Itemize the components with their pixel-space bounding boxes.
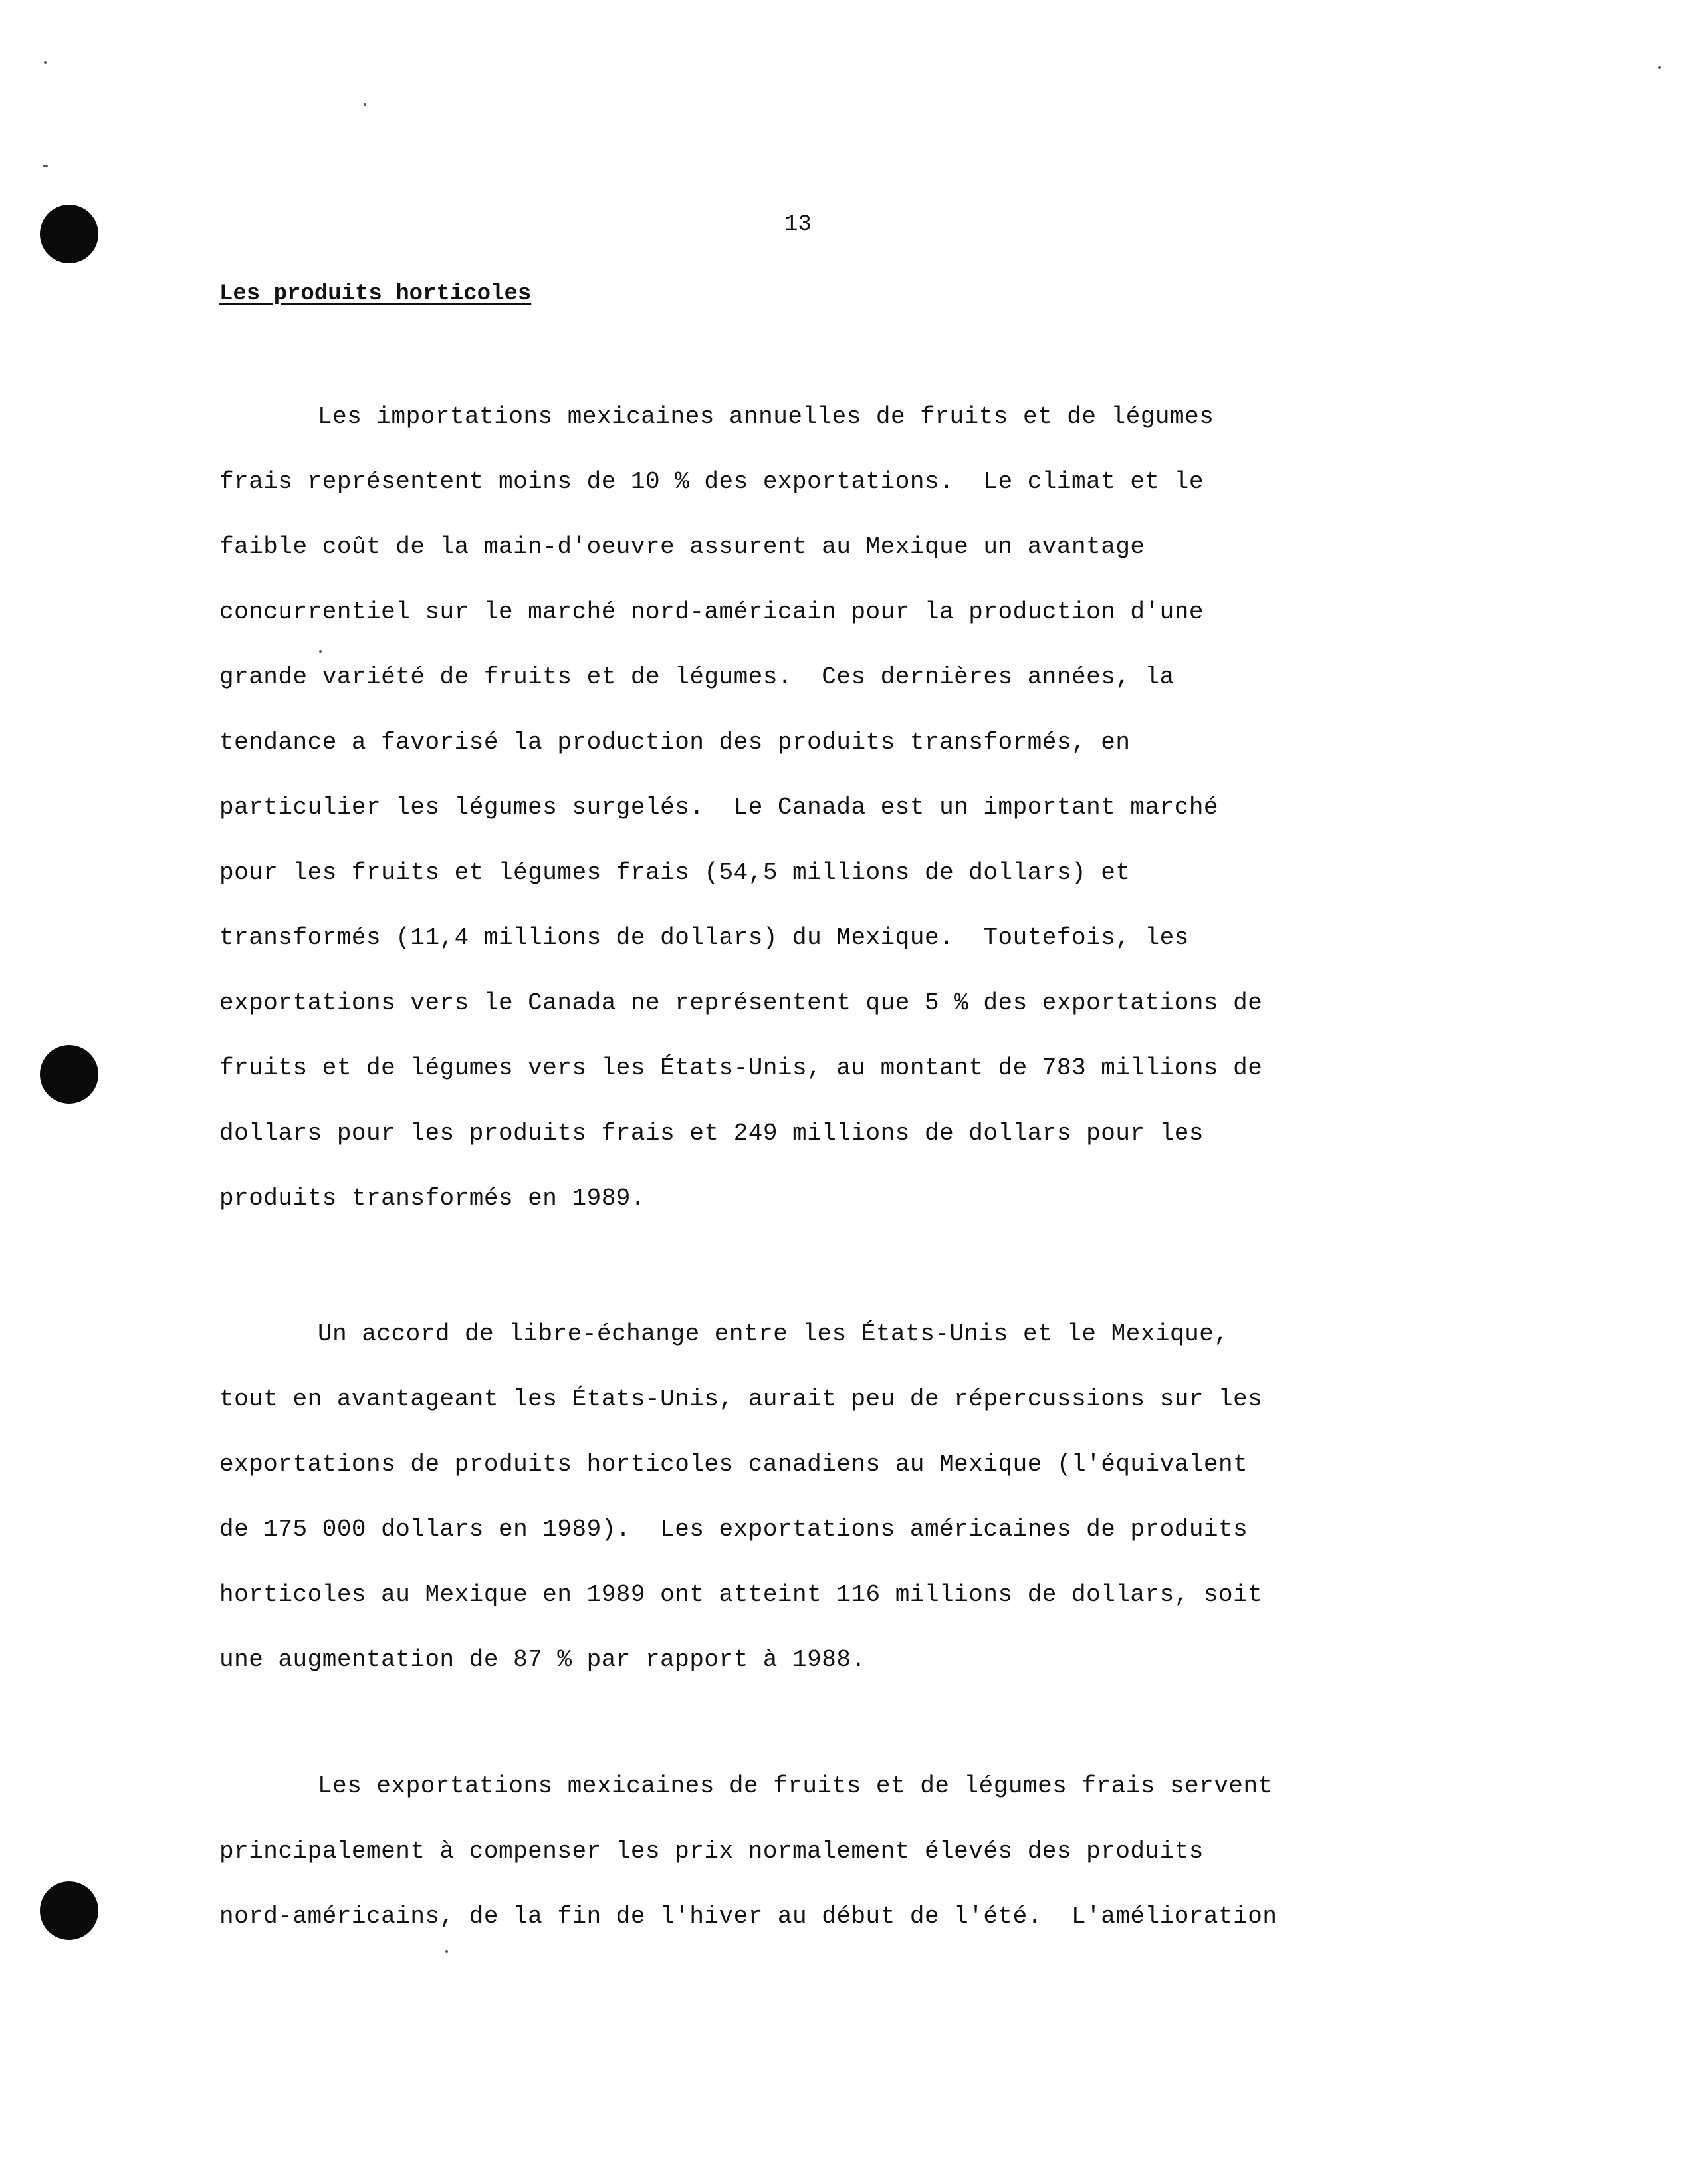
text-line: dollars pour les produits frais et 249 millions de dollars pour les [219, 1120, 1204, 1147]
text-line: tendance a favorisé la production des produits transformés, en [219, 729, 1131, 756]
text-line: Les importations mexicaines annuelles de fruits et de légumes [318, 403, 1214, 430]
text-line: exportations de produits horticoles canadiens au Mexique (l'équivalent [219, 1451, 1248, 1478]
text-line: particulier les légumes surgelés. Le Canada est un important marché [219, 794, 1219, 821]
text-line: frais représentent moins de 10 % des exportations. Le climat et le [219, 468, 1204, 495]
scan-speck [1658, 66, 1661, 69]
scan-speck [43, 165, 48, 167]
paragraph-2 [219, 1302, 1403, 1693]
text-line: horticoles au Mexique en 1989 ont atteint 116 millions de dollars, soit [219, 1581, 1263, 1608]
text-line: concurrentiel sur le marché nord-américain pour la production d'une [219, 598, 1204, 626]
scan-speck [44, 61, 47, 64]
text-line: Un accord de libre-échange entre les États-Unis et le Mexique, [318, 1320, 1229, 1348]
text-line: faible coût de la main-d'oeuvre assurent au Mexique un avantage [219, 533, 1145, 560]
text-line: tout en avantageant les États-Unis, aurait peu de répercussions sur les [219, 1386, 1263, 1413]
punch-hole-middle [40, 1045, 98, 1104]
paragraph-1 [219, 384, 1403, 1231]
paragraph-3 [219, 1754, 1403, 1949]
text-line: produits transformés en 1989. [219, 1185, 646, 1212]
scan-speck [364, 103, 366, 106]
text-line: fruits et de légumes vers les États-Unis, au montant de 783 millions de [219, 1054, 1263, 1082]
page-number: 13 [784, 212, 812, 237]
text-line: nord-américains, de la fin de l'hiver au début de l'été. L'amélioration [219, 1903, 1278, 1930]
text-line: pour les fruits et légumes frais (54,5 millions de dollars) et [219, 859, 1131, 886]
section-title: Les produits horticoles [219, 281, 532, 306]
text-line: exportations vers le Canada ne représentent que 5 % des exportations de [219, 989, 1263, 1017]
text-line: une augmentation de 87 % par rapport à 1988. [219, 1646, 866, 1673]
text-line: Les exportations mexicaines de fruits et de légumes frais servent [318, 1772, 1273, 1800]
punch-hole-bottom [40, 1881, 98, 1940]
text-line: grande variété de fruits et de légumes. Ces dernières années, la [219, 664, 1175, 691]
punch-hole-top [40, 205, 98, 263]
scan-speck [445, 1950, 448, 1953]
text-line: principalement à compenser les prix normalement élevés des produits [219, 1838, 1204, 1865]
text-line: de 175 000 dollars en 1989). Les exportations américaines de produits [219, 1516, 1248, 1543]
text-line: transformés (11,4 millions de dollars) du Mexique. Toutefois, les [219, 924, 1189, 951]
